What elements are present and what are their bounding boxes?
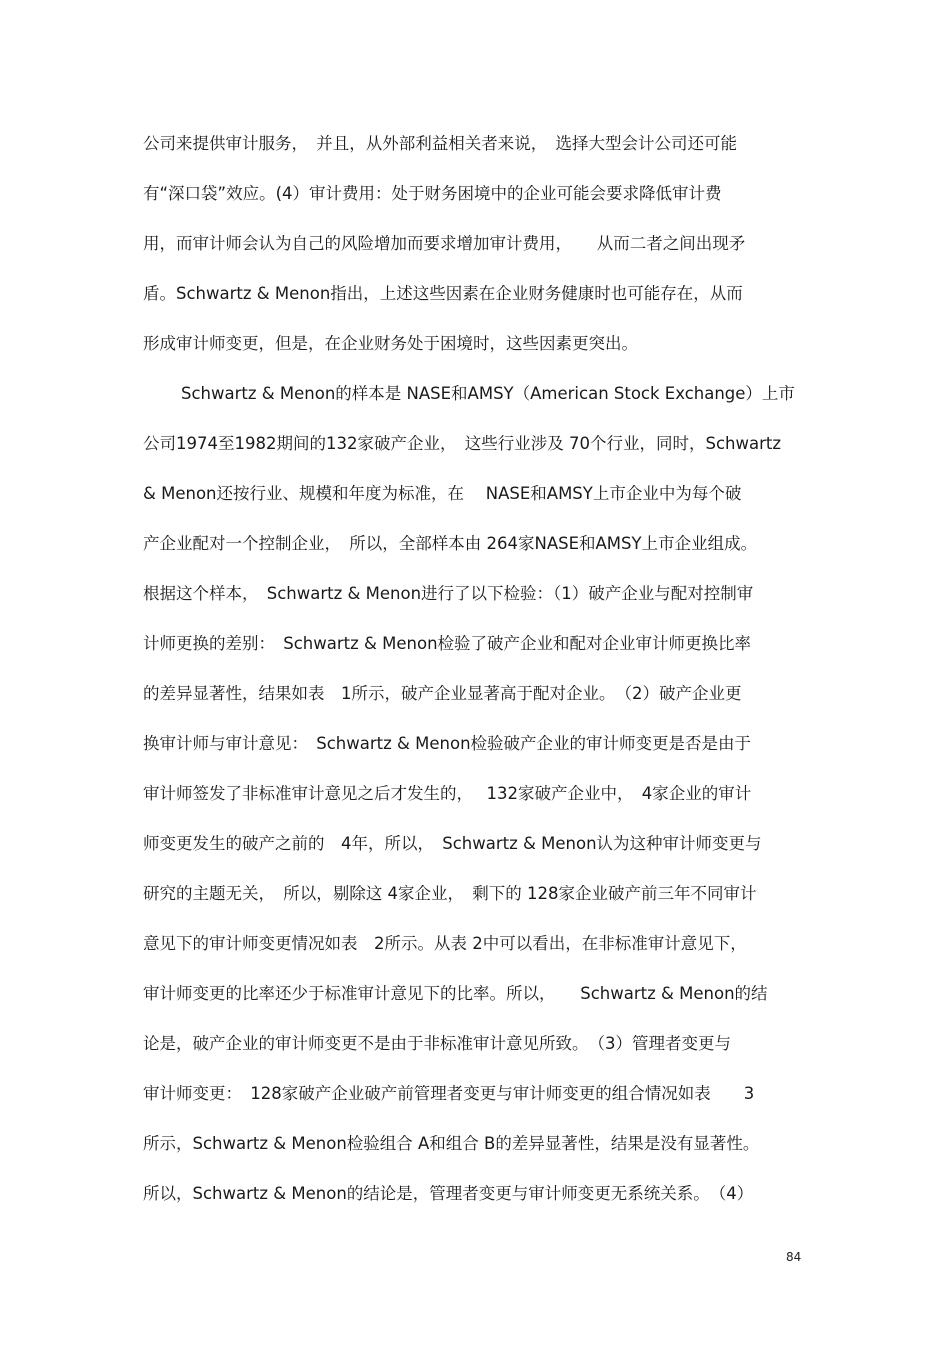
text-line: 研究的主题无关， 所以，剔除这 4家企业， 剩下的 128家企业破产前三年不同审计 xyxy=(143,884,757,903)
text-line: 审计师签发了非标准审计意见之后才发生的， 132家破产企业中， 4家企业的审计 xyxy=(143,784,752,803)
text-line: 意见下的审计师变更情况如表 2所示。从表 2中可以看出，在非标准审计意见下， xyxy=(143,934,747,953)
body-text xyxy=(143,130,815,1230)
text-line: 所以，Schwartz & Menon的结论是，管理者变更与审计师变更无系统关系。 （4） xyxy=(143,1184,754,1203)
paragraph-start-line: Schwartz & Menon的样本是 NASE和AMSY（American Stock Exchange）上市 xyxy=(181,384,795,403)
text-line: 公司1974至1982期间的132家破产企业， 这些行业涉及 70个行业，同时，Schwartz xyxy=(143,434,781,453)
text-line: 所示，Schwartz & Menon检验组合 A和组合 B的差异显著性，结果是没有显著性。 xyxy=(143,1134,760,1153)
text-line: 审计师变更： 128家破产企业破产前管理者变更与审计师变更的组合情况如表 3 xyxy=(143,1084,755,1103)
text-line: 的差异显著性，结果如表 1所示，破产企业显著高于配对企业。 （2）破产企业更 xyxy=(143,684,742,703)
text-line: & Menon还按行业、规模和年度为标准，在 NASE和AMSY上市企业中为每个破 xyxy=(143,484,742,503)
text-line: 根据这个样本， Schwartz & Menon进行了以下检验：（1）破产企业与配对控制审 xyxy=(143,584,754,603)
text-line: 产企业配对一个控制企业， 所以，全部样本由 264家NASE和AMSY上市企业组成。 xyxy=(143,534,758,553)
text-line: 审计师变更的比率还少于标准审计意见下的比率。所以， Schwartz & Menon的结 xyxy=(143,984,768,1003)
text-line: 形成审计师变更，但是，在企业财务处于困境时，这些因素更突出。 xyxy=(143,334,638,353)
page-number: 84 xyxy=(786,1250,802,1264)
text-line: 盾。Schwartz & Menon指出，上述这些因素在企业财务健康时也可能存在，从而 xyxy=(143,284,743,303)
text-line: 师变更发生的破产之前的 4年，所以， Schwartz & Menon认为这种审计师变更与 xyxy=(143,834,762,853)
text-line: 换审计师与审计意见： Schwartz & Menon检验破产企业的审计师变更是否是由于 xyxy=(143,734,752,753)
text-line: 论是，破产企业的审计师变更不是由于非标准审计意见所致。 （3）管理者变更与 xyxy=(143,1034,731,1053)
text-line: 计师更换的差别： Schwartz & Menon检验了破产企业和配对企业审计师更换比率 xyxy=(143,634,752,653)
text-line: 用，而审计师会认为自己的风险增加而要求增加审计费用， 从而二者之间出现矛 xyxy=(143,234,746,253)
text-line: 公司来提供审计服务， 并且，从外部利益相关者来说， 选择大型会计公司还可能 xyxy=(143,134,737,153)
text-line: 有“深口袋”效应。(4）审计费用：处于财务困境中的企业可能会要求降低审计费 xyxy=(143,184,722,203)
